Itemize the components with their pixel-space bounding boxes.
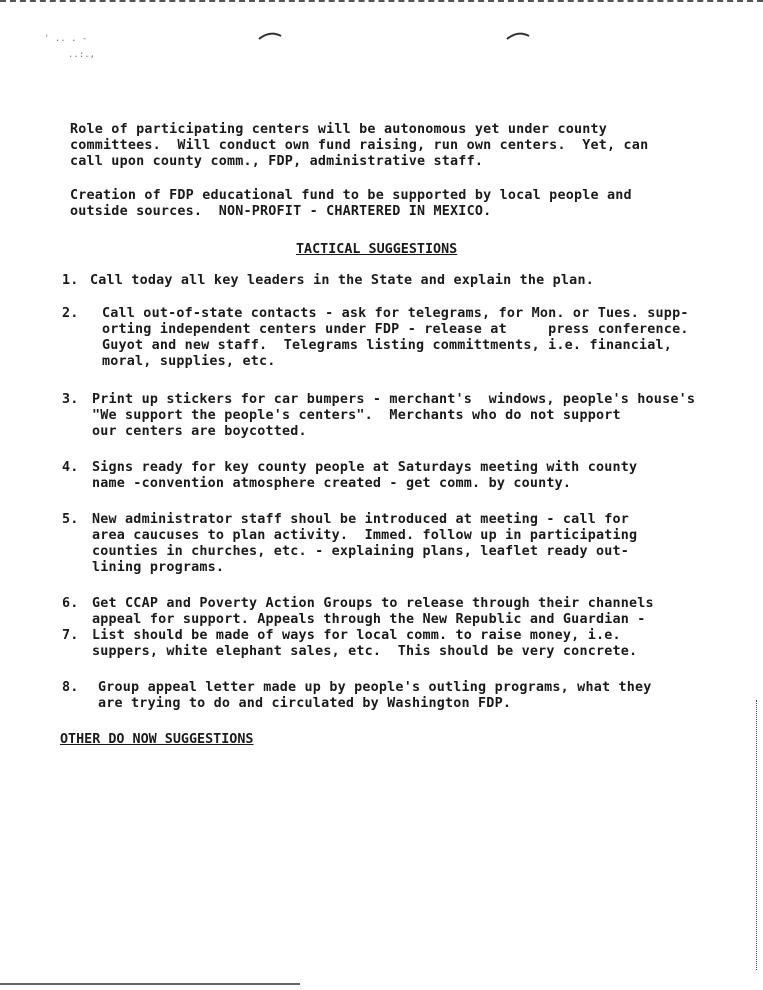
text-line: lining programs. [92, 560, 225, 575]
text-line: Creation of FDP educational fund to be supported by local people and [70, 188, 632, 203]
bottom-edge-line [0, 983, 300, 985]
text-line: orting independent centers under FDP - release at press conference. [102, 322, 689, 337]
text-line: New administrator staff shoul be introduced at meeting - call for [92, 512, 630, 527]
text-line: Call out-of-state contacts - ask for telegrams, for Mon. or Tues. supp- [102, 306, 689, 321]
text-line: Role of participating centers will be autonomous yet under county [70, 122, 608, 137]
item-number: 3. [62, 392, 79, 407]
text-line: counties in churches, etc. - explaining plans, leaflet ready out- [92, 544, 630, 559]
text-line: Signs ready for key county people at Saturdays meeting with county [92, 460, 638, 475]
scan-speck: ..:., [68, 50, 96, 60]
item-number: 6. [62, 596, 79, 611]
item-number: 7. [62, 628, 79, 643]
other-suggestions-heading: OTHER DO NOW SUGGESTIONS [60, 732, 254, 747]
text-line: area caucuses to plan activity. Immed. follow up in participating [92, 528, 638, 543]
item-number: 8. [62, 680, 79, 695]
text-line: Get CCAP and Poverty Action Groups to release through their channels [92, 596, 654, 611]
section-heading: TACTICAL SUGGESTIONS [296, 242, 458, 257]
text-line: our centers are boycotted. [92, 424, 307, 439]
item-number: 1. [62, 273, 79, 288]
text-line: appeal for support. Appeals through the New Republic and Guardian - [92, 612, 646, 627]
top-edge-line [0, 0, 763, 6]
text-line: Call today all key leaders in the State and explain the plan. [90, 273, 594, 288]
text-line: call upon county comm., FDP, administrative staff. [70, 154, 484, 169]
text-line: List should be made of ways for local comm. to raise money, i.e. [92, 628, 621, 643]
text-line: Guyot and new staff. Telegrams listing committments, i.e. financial, [102, 338, 673, 353]
item-number: 2. [62, 306, 79, 321]
item-number: 5. [62, 512, 79, 527]
item-number: 4. [62, 460, 79, 475]
right-edge-marks [756, 700, 761, 970]
text-line: are trying to do and circulated by Washington FDP. [98, 696, 512, 711]
text-line: outside sources. NON-PROFIT - CHARTERED IN MEXICO. [70, 204, 492, 219]
paragraph-fund [70, 188, 710, 220]
text-line: "We support the people's centers". Merchants who do not support [92, 408, 621, 423]
text-line: moral, supplies, etc. [102, 354, 276, 369]
scan-speck: ' .. . - [44, 34, 88, 44]
text-line: committees. Will conduct own fund raising, run own centers. Yet, can [70, 138, 649, 153]
punch-hole-mark-left [258, 30, 282, 40]
paragraph-autonomy [70, 122, 710, 170]
text-line: Group appeal letter made up by people's outling programs, what they [98, 680, 652, 695]
punch-hole-mark-right [506, 30, 530, 40]
text-line: Print up stickers for car bumpers - merchant's windows, people's house's [92, 392, 696, 407]
text-line: name -convention atmosphere created - get comm. by county. [92, 476, 572, 491]
text-line: suppers, white elephant sales, etc. This should be very concrete. [92, 644, 638, 659]
